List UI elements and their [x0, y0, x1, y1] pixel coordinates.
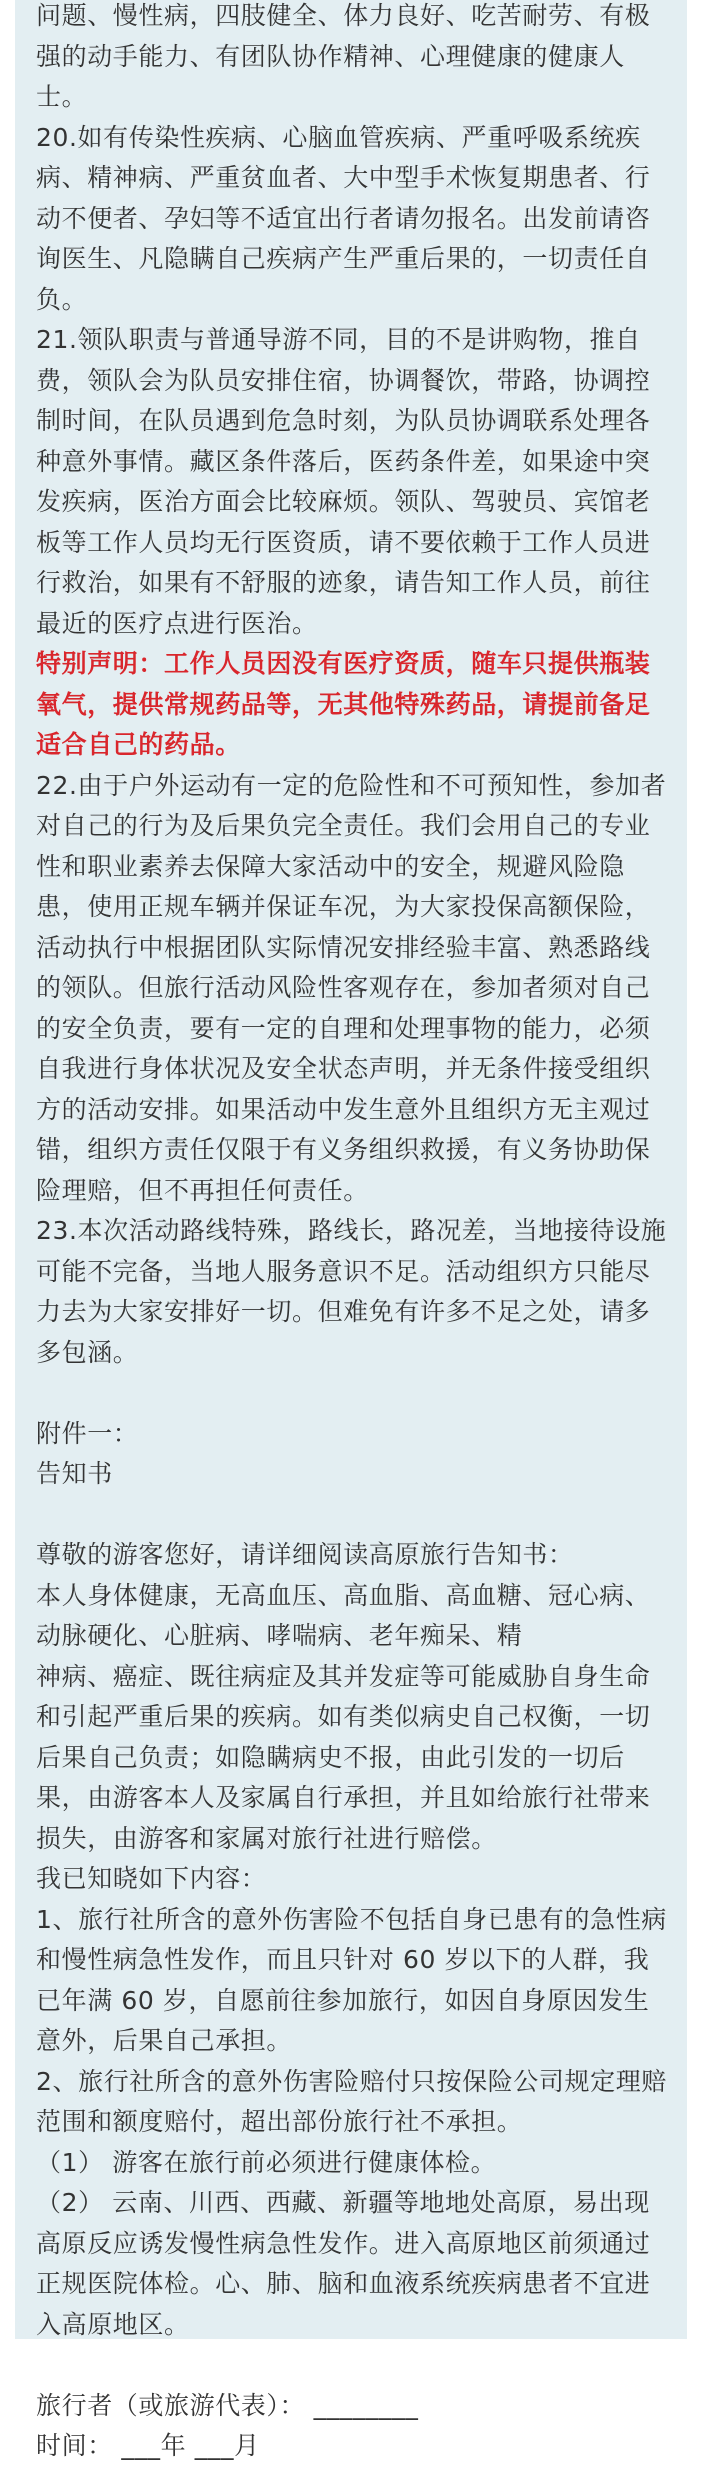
spacer: [36, 1495, 672, 1536]
notice-greeting: 尊敬的游客您好，请详细阅读高原旅行告知书：: [36, 1540, 574, 1569]
appendix-title: 告知书: [36, 1459, 113, 1488]
health-declaration-line1: 本人身体健康，无高血压、高血脂、高血糖、冠心病、动脉硬化、心脏病、哮喘病、老年痴呆、精: [36, 1580, 651, 1650]
document-body: [36, 0, 672, 2467]
notice-subitem-2: （2） 云南、川西、西藏、新疆等地地处高原，易出现高原反应诱发慢性病急性发作。进入高原地区前须通过正规医院体检。心、肺、脑和血液系统疾病患者不宜进入高原地区。: [36, 2188, 651, 2339]
appendix-label: 附件一：: [36, 1418, 139, 1448]
paragraph-21-leader-duties: 21.领队职责与普通导游不同，目的不是讲购物，推自费，领队会为队员安排住宿，协调餐饮，带路，协调控制时间，在队员遇到危急时刻，为队员协调联系处理各种意外事情。藏区条件落后，医药条件差，如果途中突发疾病，医治方面会比较麻烦。领队、驾驶员、宾馆老板等工作人员均无行医资质，请不要依赖于工作人员进行救治，如果有不舒服的迹象，请告知工作人员，前往最近的医疗点进行医治。: [36, 325, 651, 638]
spacer: [36, 1373, 672, 1414]
paragraph-20-disease-restrictions: 20.如有传染性疾病、心脑血管疾病、严重呼吸系统疾病、精神病、严重贫血者、大中型手术恢复期患者、行动不便者、孕妇等不适宜出行者请勿报名。出发前请咨询医生、凡隐瞒自己疾病产生严重后果的，一切责任自负。: [36, 122, 651, 314]
notice-item-1: 1、旅行社所含的意外伤害险不包括自身已患有的急性病和慢性病急性发作，而且只针对 60 岁以下的人群，我已年满 60 岁，自愿前往参加旅行，如因自身原因发生意外，后果自己承担。: [36, 1904, 667, 2055]
health-declaration-line2: 神病、癌症、既往病症及其并发症等可能威胁自身生命和引起严重后果的疾病。如有类似病史自己权衡，一切后果自己负责；如隐瞒病史不报，由此引发的一切后果，由游客本人及家属自行承担，并且如给旅行社带来损失，由游客和家属对旅行社进行赔偿。: [36, 1661, 651, 1853]
notice-subitem-1: （1） 游客在旅行前必须进行健康体检。: [36, 2147, 497, 2177]
paragraph-health-requirements: 问题、慢性病，四肢健全、体力良好、吃苦耐劳、有极强的动手能力、有团队协作精神、心理健康的健康人士。: [36, 1, 651, 111]
acknowledgement-heading: 我已知晓如下内容：: [36, 1864, 267, 1893]
date-line: 时间： ___年 ___月: [36, 2431, 260, 2460]
paragraph-23-route-conditions: 23.本次活动路线特殊，路线长，路况差，当地接待设施可能不完备，当地人服务意识不足。活动组织方只能尽力去为大家安排好一切。但难免有许多不足之处，请多多包涵。: [36, 1216, 667, 1367]
signature-line: 旅行者（或旅游代表）： ________: [36, 2390, 419, 2420]
spacer: [36, 2345, 672, 2386]
special-statement: 特别声明：工作人员因没有医疗资质，随车只提供瓶装氧气，提供常规药品等，无其他特殊药品，请提前备足适合自己的药品。: [36, 649, 651, 759]
document-page: [15, 0, 687, 2460]
paragraph-22-outdoor-risk: 22.由于户外运动有一定的危险性和不可预知性，参加者对自己的行为及后果负完全责任。我们会用自己的专业性和职业素养去保障大家活动中的安全，规避风险隐患，使用正规车辆并保证车况，为大家投保高额保险，活动执行中根据团队实际情况安排经验丰富、熟悉路线的领队。但旅行活动风险性客观存在，参加者须对自己的安全负责，要有一定的自理和处理事物的能力，必须自我进行身体状况及安全状态声明，并无条件接受组织方的活动安排。如果活动中发生意外且组织方无主观过错，组织方责任仅限于有义务组织救援，有义务协助保险理赔，但不再担任何责任。: [36, 770, 667, 1205]
notice-item-2: 2、旅行社所含的意外伤害险赔付只按保险公司规定理赔范围和额度赔付，超出部份旅行社不承担。: [36, 2066, 667, 2136]
